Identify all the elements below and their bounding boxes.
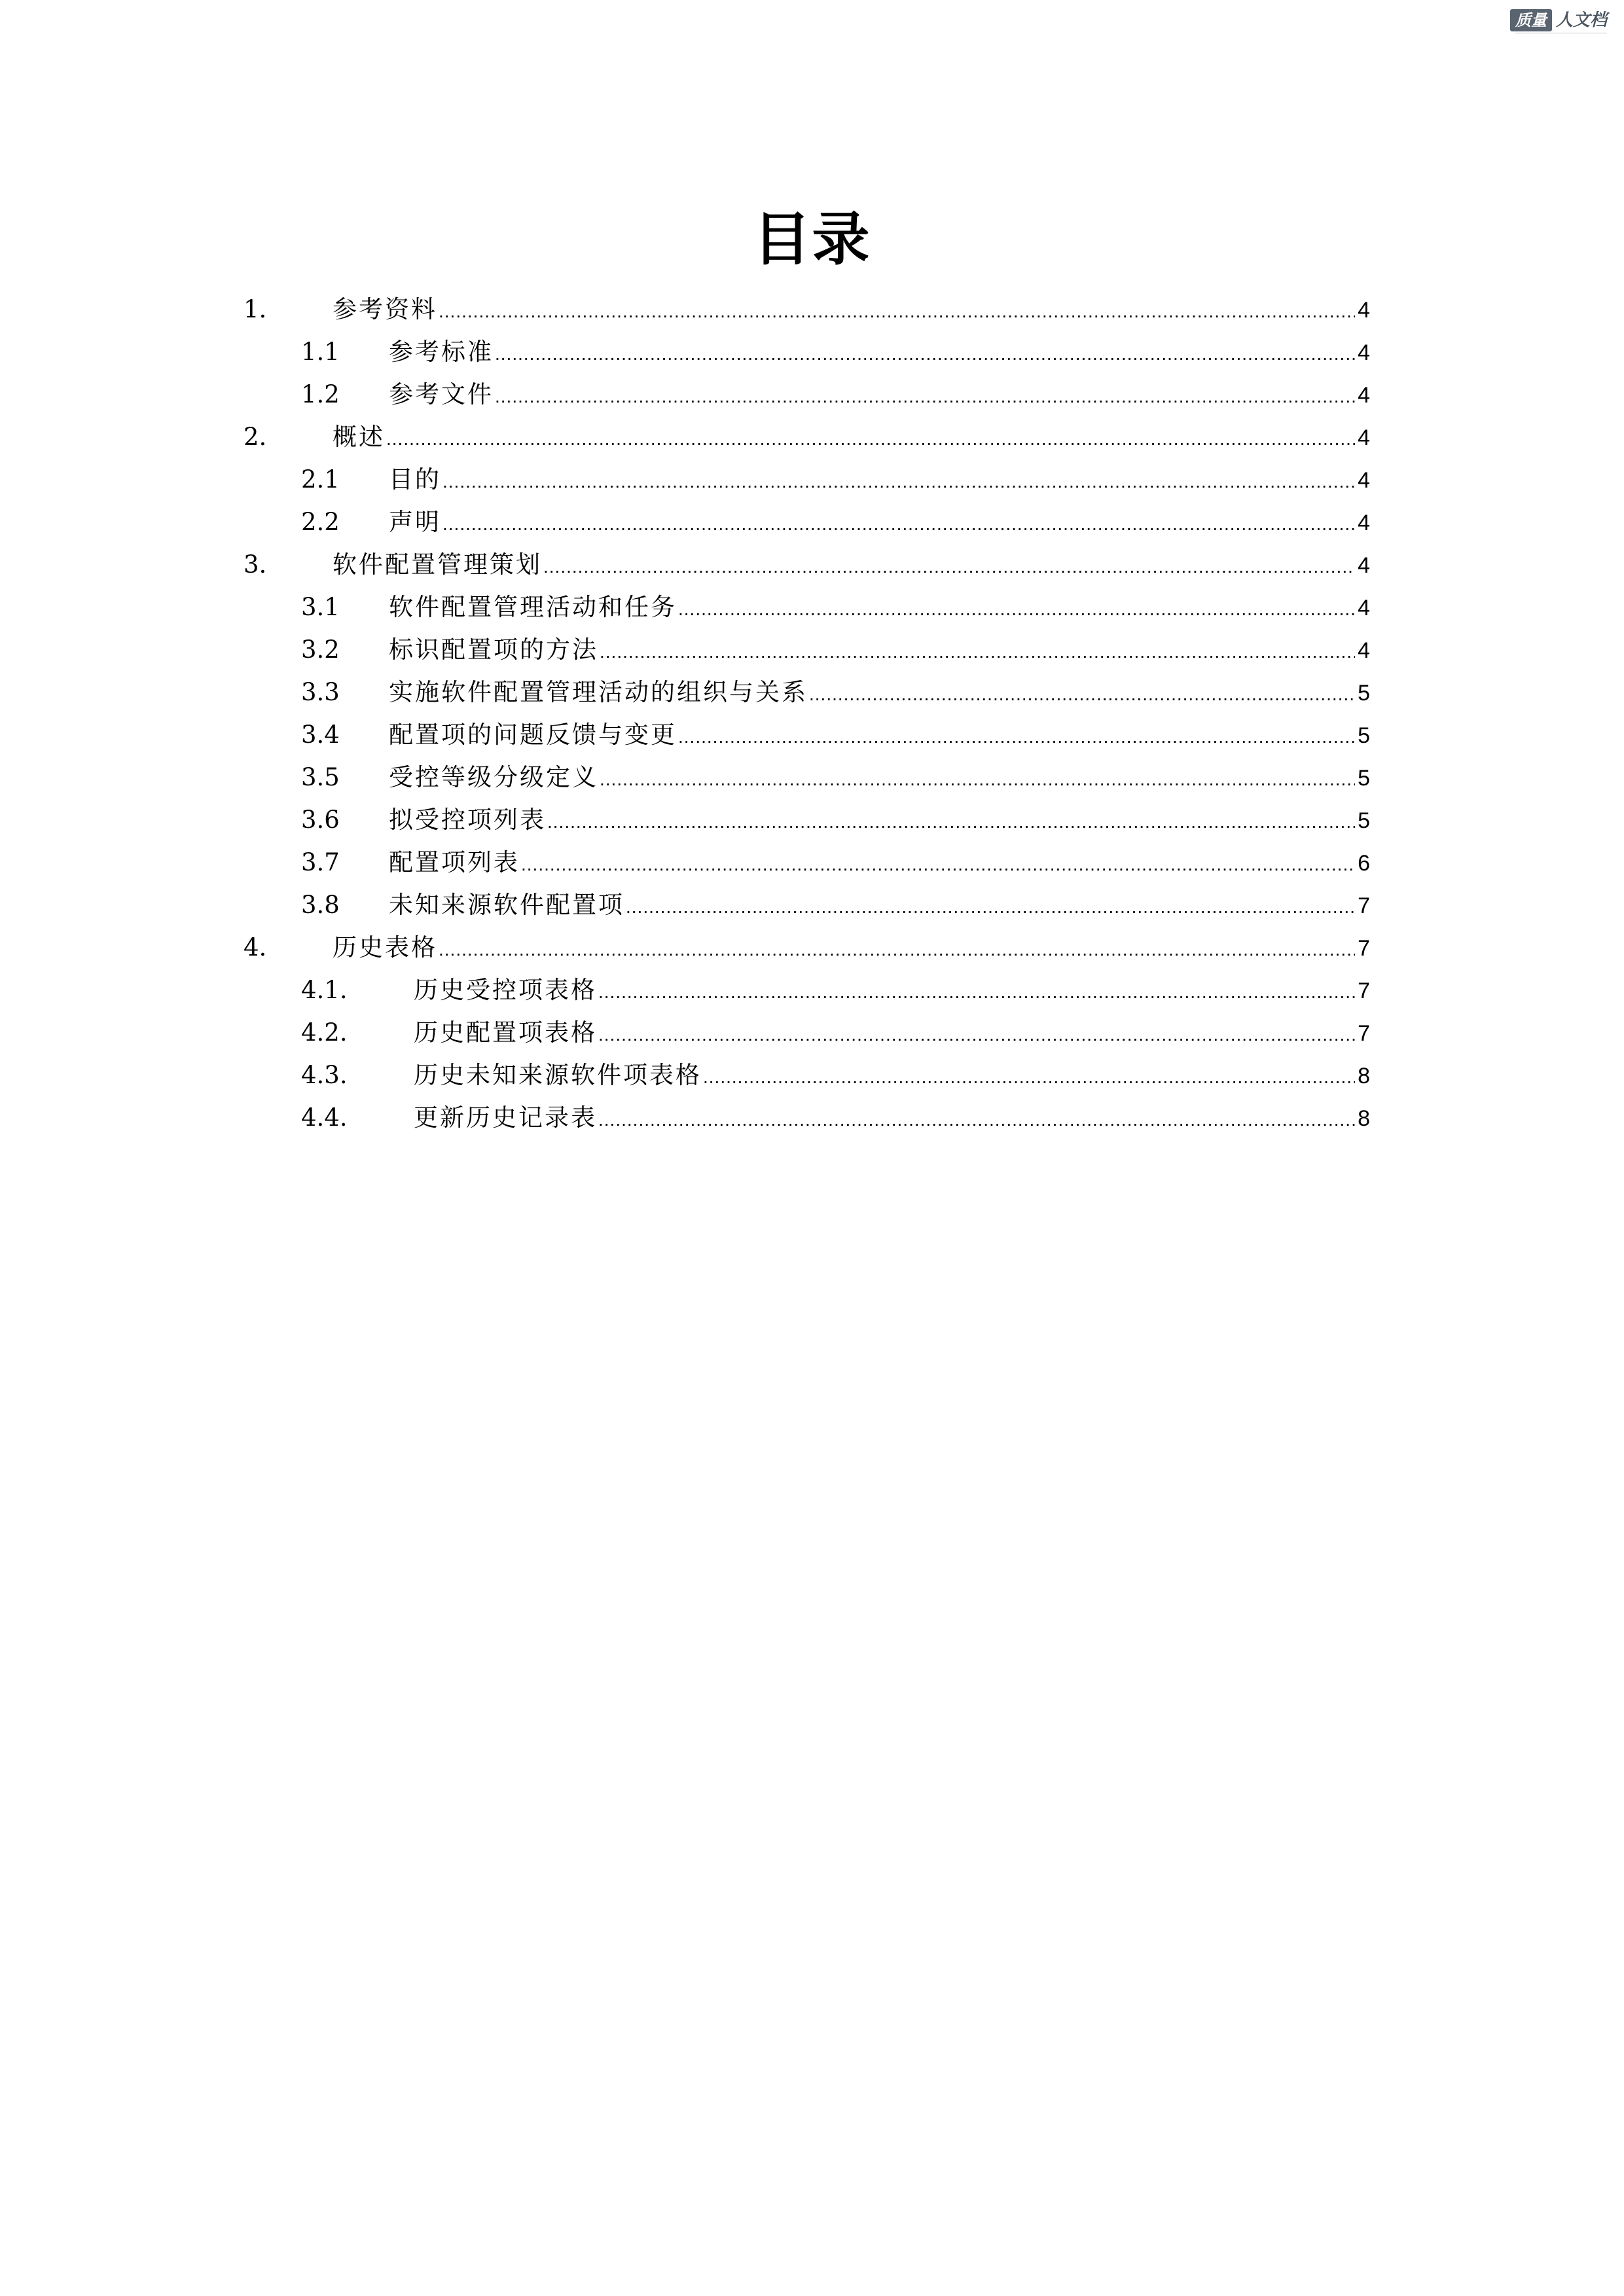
toc-entry-1[interactable] xyxy=(244,288,1370,331)
toc-dot-leader xyxy=(600,758,1355,800)
toc-entry-label: 受控等级分级定义 xyxy=(389,763,598,791)
watermark-box: 质量 xyxy=(1510,9,1552,31)
watermark-logo xyxy=(1510,9,1607,31)
toc-entry-number: 4.2. xyxy=(301,1018,348,1047)
toc-entry-1-1[interactable] xyxy=(301,331,1370,373)
toc-entry-page: 4 xyxy=(1358,383,1370,408)
toc-entry-4-3[interactable] xyxy=(301,1054,1370,1096)
toc-entry-page: 4 xyxy=(1358,298,1370,323)
toc-dot-leader xyxy=(809,673,1355,715)
toc-dot-leader xyxy=(543,545,1355,588)
toc-entry-label: 概述 xyxy=(333,423,385,451)
toc-dot-leader xyxy=(678,588,1355,630)
toc-title: 目录 xyxy=(753,205,871,273)
toc-dot-leader xyxy=(386,418,1355,460)
toc-dot-leader xyxy=(442,503,1355,545)
toc-dot-leader xyxy=(495,332,1355,375)
toc-entry-3-3[interactable] xyxy=(301,671,1370,713)
toc-entry-2-2[interactable] xyxy=(301,501,1370,543)
toc-entry-1-2[interactable] xyxy=(301,373,1370,416)
toc-entry-number: 1.2 xyxy=(301,380,340,408)
toc-entry-3-2[interactable] xyxy=(301,628,1370,671)
toc-entry-3-7[interactable] xyxy=(301,841,1370,884)
toc-entry-label: 参考资料 xyxy=(333,295,437,323)
toc-entry-number: 4.3. xyxy=(301,1061,348,1089)
toc-entry-number: 2.1 xyxy=(301,465,340,493)
toc-entry-page: 5 xyxy=(1358,681,1370,706)
toc-entry-number: 3.1 xyxy=(301,593,340,621)
toc-entry-4-1[interactable] xyxy=(301,969,1370,1011)
toc-entry-label: 软件配置管理策划 xyxy=(333,550,542,579)
toc-entry-number: 3.3 xyxy=(301,678,340,706)
toc-entry-number: 3.2 xyxy=(301,636,340,664)
toc-entry-number: 3.4 xyxy=(301,721,340,749)
toc-entry-page: 8 xyxy=(1358,1106,1370,1131)
toc-entry-page: 4 xyxy=(1358,425,1370,450)
toc-entry-label: 配置项的问题反馈与变更 xyxy=(389,721,677,749)
toc-entry-3-4[interactable] xyxy=(301,713,1370,756)
toc-entry-label: 历史受控项表格 xyxy=(414,976,597,1004)
toc-entry-label: 配置项列表 xyxy=(389,848,520,876)
toc-entry-label: 参考文件 xyxy=(389,380,494,408)
toc-entry-number: 2.2 xyxy=(301,508,340,536)
toc-entry-label: 软件配置管理活动和任务 xyxy=(389,593,677,621)
toc-entry-3-1[interactable] xyxy=(301,586,1370,628)
toc-entry-number: 3.5 xyxy=(301,763,340,791)
toc-entry-4[interactable] xyxy=(244,926,1370,969)
toc-entry-number: 3. xyxy=(244,550,267,579)
watermark-text: 人文档 xyxy=(1555,10,1607,30)
toc-entry-page: 4 xyxy=(1358,638,1370,663)
toc-entry-3-6[interactable] xyxy=(301,798,1370,841)
toc-entry-label: 声明 xyxy=(389,508,441,536)
toc-entry-number: 3.8 xyxy=(301,891,340,919)
toc-entry-2-1[interactable] xyxy=(301,458,1370,501)
toc-entry-page: 5 xyxy=(1358,808,1370,833)
toc-entry-page: 4 xyxy=(1358,468,1370,493)
toc-dot-leader xyxy=(626,886,1355,928)
toc-entry-label: 实施软件配置管理活动的组织与关系 xyxy=(389,678,808,706)
toc-entry-page: 7 xyxy=(1358,936,1370,961)
toc-dot-leader xyxy=(600,630,1355,673)
toc-entry-label: 参考标准 xyxy=(389,338,494,366)
toc-entry-number: 2. xyxy=(244,423,267,451)
toc-entry-page: 5 xyxy=(1358,723,1370,748)
toc-entry-number: 3.7 xyxy=(301,848,340,876)
toc-dot-leader xyxy=(439,290,1355,332)
toc-entry-page: 4 xyxy=(1358,596,1370,620)
toc-dot-leader xyxy=(598,1098,1355,1141)
toc-entry-label: 目的 xyxy=(389,465,441,493)
toc-entry-number: 4. xyxy=(244,933,267,961)
toc-dot-leader xyxy=(442,460,1355,503)
toc-entry-number: 3.6 xyxy=(301,806,340,834)
toc-entry-label: 历史未知来源软件项表格 xyxy=(414,1061,702,1089)
toc-entry-number: 4.4. xyxy=(301,1103,348,1132)
toc-entry-label: 未知来源软件配置项 xyxy=(389,891,624,919)
toc-entry-label: 历史表格 xyxy=(333,933,437,961)
toc-entry-2[interactable] xyxy=(244,416,1370,458)
toc-dot-leader xyxy=(439,928,1355,971)
toc-entry-page: 7 xyxy=(1358,1021,1370,1046)
toc-dot-leader xyxy=(598,971,1355,1013)
toc-entry-page: 4 xyxy=(1358,511,1370,535)
toc-entry-number: 4.1. xyxy=(301,976,348,1004)
toc-entry-3[interactable] xyxy=(244,543,1370,586)
toc-dot-leader xyxy=(547,800,1355,843)
toc-dot-leader xyxy=(598,1013,1355,1056)
toc-entry-3-5[interactable] xyxy=(301,756,1370,798)
toc-entry-page: 8 xyxy=(1358,1064,1370,1088)
toc-entry-label: 拟受控项列表 xyxy=(389,806,546,834)
toc-dot-leader xyxy=(703,1056,1355,1098)
toc-entry-label: 历史配置项表格 xyxy=(414,1018,597,1047)
toc-entry-number: 1.1 xyxy=(301,338,340,366)
toc-entry-4-4[interactable] xyxy=(301,1096,1370,1139)
toc-entry-page: 5 xyxy=(1358,766,1370,791)
toc-entry-3-8[interactable] xyxy=(301,884,1370,926)
toc-entry-number: 1. xyxy=(244,295,267,323)
toc-entry-4-2[interactable] xyxy=(301,1011,1370,1054)
toc-entry-page: 4 xyxy=(1358,553,1370,578)
toc-dot-leader xyxy=(678,715,1355,758)
toc-entry-page: 6 xyxy=(1358,851,1370,876)
toc-entry-page: 4 xyxy=(1358,340,1370,365)
toc-entry-page: 7 xyxy=(1358,978,1370,1003)
toc-entry-page: 7 xyxy=(1358,893,1370,918)
toc-dot-leader xyxy=(521,843,1355,886)
toc-dot-leader xyxy=(495,375,1355,418)
toc-entry-label: 标识配置项的方法 xyxy=(389,636,598,664)
toc-entry-label: 更新历史记录表 xyxy=(414,1103,597,1132)
